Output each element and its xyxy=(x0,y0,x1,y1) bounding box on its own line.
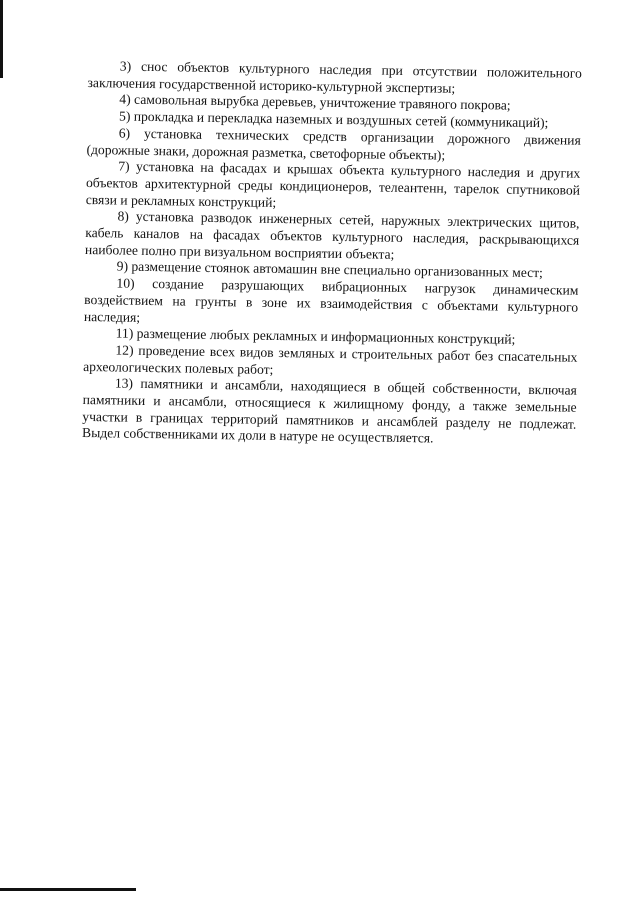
scan-bottom-mark xyxy=(0,888,136,891)
list-item: 8) установка разводок инженерных сетей, наружных электрических щитов, кабель каналов на фасадах объектов культурного наследия, раскрывающихся наиболее полно при визуальном восприятии объекта; xyxy=(84,208,580,262)
scan-edge-mark xyxy=(0,0,3,78)
list-item: 7) установка на фасадах и крышах объекта культурного наследия и других объектов архитектурной среды кондиционеров, телеантенн, тарелок спутниковой связи и рекламных конструкций; xyxy=(85,158,581,210)
list-item: 3) снос объектов культурного наследия при отсутствии положительного заключения государственной историко-культурной экспертизы; xyxy=(87,58,582,96)
list-item: 11) размещение любых рекламных и информационных конструкций; xyxy=(115,325,516,347)
list-item: 6) установка технических средств организации дорожного движения (дорожные знаки, дорожная разметка, светофорные объекты); xyxy=(86,125,581,163)
list-item: 9) размещение стоянок автомашин вне специально организованных мест; xyxy=(116,258,544,281)
document-body xyxy=(82,58,582,450)
list-item: 13) памятники и ансамбли, находящиеся в общей собственности, включая памятники и ансамбли, относящиеся к жилищному фонду, а также земельные участки в границах территорий памятников и ансамблей разделу не подлежат. Выдел собственниками их доли в натуре не осуществляется. xyxy=(81,375,577,446)
list-item: 4) самовольная вырубка деревьев, уничтожение травяного покрова; xyxy=(119,91,511,114)
list-item: 12) проведение всех видов земляных и строительных работ без спасательных археологических полевых работ; xyxy=(83,342,578,377)
list-item: 10) создание разрушающих вибрационных нагрузок динамическим воздействием на грунты в зоне их взаимодействия с объектами культурного наследия; xyxy=(83,275,579,325)
list-item: 5) прокладка и перекладка наземных и воздушных сетей (коммуникаций); xyxy=(118,108,549,131)
